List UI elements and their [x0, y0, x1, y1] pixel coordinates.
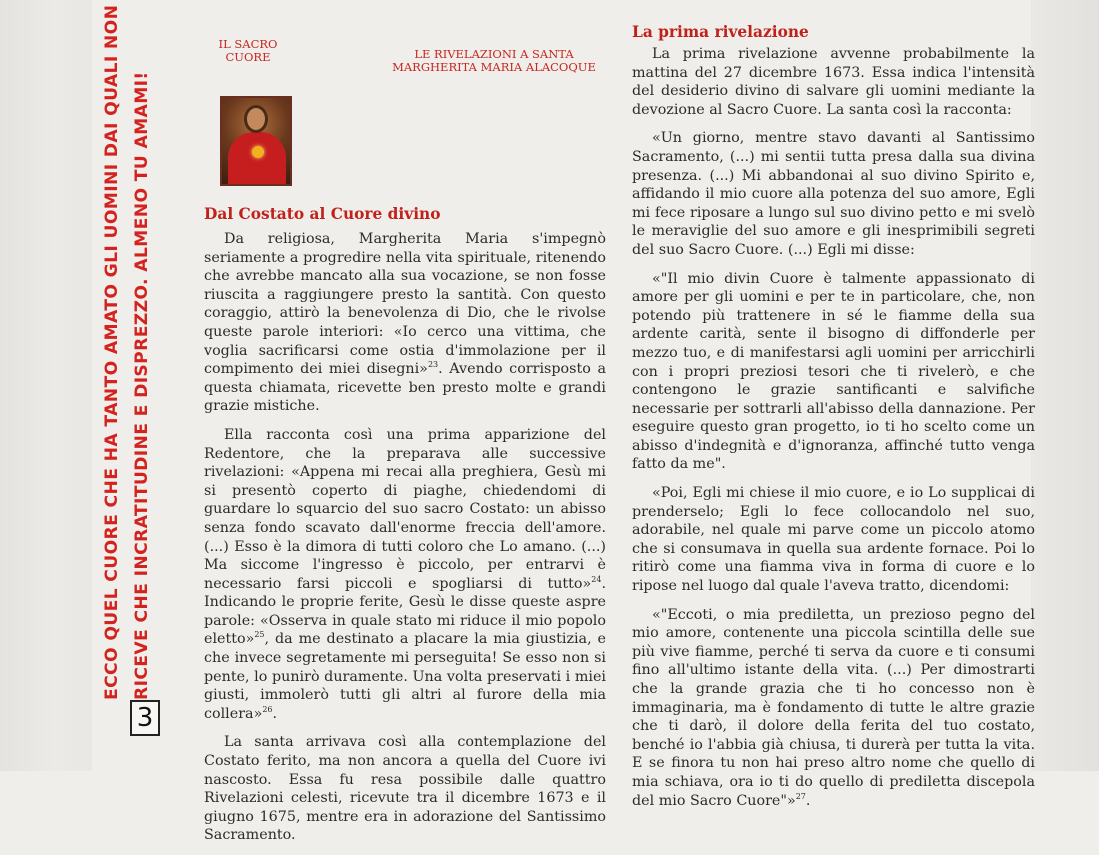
right-paragraph-3: «"Il mio divin Cuore è talmente appassionato di amore per gli uomini e per te in particolare, che, non potendo più trattenere in sé le fiamme della sua ardente carità, sente il bisogno di diffonderle per mezzo tuo, e di manifestarsi agli uomini per arricchirli con i propri preziosi tesori che ti rivelerò, e che contengono le grazie santificanti e salvifiche necessarie per sottrarli all'abisso della dannazione. Per eseguire questo gran progetto, io ti ho scelto come un abisso d'indegnità e d'ignoranza, affinché tutto venga fatto da me".	[632, 270, 1035, 473]
footnote-26: 26	[262, 705, 273, 715]
section-header-rivelazioni: LE RIVELAZIONI A SANTA MARGHERITA MARIA ALACOQUE	[392, 47, 596, 74]
right-paragraph-2: «Un giorno, mentre stavo davanti al Santissimo Sacramento, (...) mi sentii tutta presa dalla sua divina presenza. (...) Mi abbandonai al suo divino Spirito e, affidando il mio cuore alla potenza del suo amore, Egli mi fece riposare a lungo sul suo divino petto e mi svelò le meraviglie del suo amore e gli inesprimibili segreti del suo Sacro Cuore. (...) Egli mi disse:	[632, 130, 1035, 258]
left-paragraph-3: La santa arrivava così alla contemplazione del Costato ferito, ma non ancora a quella del Cuore ivi nascosto. Essa fu resa possibile dalle quattro Rivelazioni celesti, ricevute tra il dicembre 1673 e il giugno 1675, mentre era in adorazione del Santissimo Sacramento.	[204, 734, 606, 844]
footnote-25: 25	[254, 630, 265, 640]
left-paragraph-2	[204, 426, 606, 724]
left-bleed-area	[0, 0, 92, 771]
section-header-sacro-cuore: IL SACRO CUORE	[218, 37, 278, 64]
left-paragraph-1	[204, 230, 606, 416]
right-p5-text: «"Eccoti, o mia prediletta, un prezioso pegno del mio amore, contenente una piccola scintilla delle sue più vive fiamme, perché ti serva da cuore e ti consumi fino all'ultimo istante della vita. (...) Per dimostrarti che la grande grazia che ti ho concesso non è immaginaria, ma è fondamento di tutte le altre grazie che ti darò, il dolore della ferita del tuo costato, benché io l'abbia già chiusa, ti durerà per tutta la vita. E se finora tu non hai preso altro nome che quello di mia schiava, ora io ti do quello di prediletta discepola del mio Sacro Cuore"»	[632, 606, 1035, 809]
sacred-heart-image	[220, 96, 292, 186]
footnote-23: 23	[427, 360, 439, 370]
left-p1-end: . Avendo corrisposto a questa chiamata, ricevette ben presto molte e grandi grazie mistiche.	[204, 361, 606, 415]
banner-line-1: ECCO QUEL CUORE CHE HA TANTO AMATO GLI UOMINI DAI QUALI NON	[102, 4, 122, 700]
left-p2c-end: .	[272, 705, 278, 722]
left-p2b-text: . Indicando le proprie ferite, Gesù le disse queste aspre parole: «Osserva in quale stato mi riduce il mio popolo eletto»	[204, 575, 606, 648]
left-p2a-text: Ella racconta così una prima apparizione del Redentore, che la preparava alle successive rivelazioni: «Appena mi recai alla preghiera, Gesù mi si presentò coperto di piaghe, chiedendomi di guardare lo squarcio del suo sacro Costato: un abisso senza fondo scavato dall'enorme freccia dell'amore. (...) Esso è la dimora di tutti coloro che Lo amano. (...) Ma siccome l'ingresso è piccolo, per entrarvi è necessario farsi piccoli e spogliarsi di tutto»	[204, 426, 606, 592]
footnote-24: 24	[591, 574, 602, 584]
right-paragraph-5	[632, 606, 1035, 811]
right-column	[632, 45, 1035, 820]
left-p2c-text: , da me destinato a placare la mia giustizia, e che invece segretamente mi perseguita! Se esso non si pente, lo punirò duramente. Una volta preservati i miei giusti, immolerò tutti gli altri al furore della mia collera»	[204, 631, 606, 722]
right-p5-end: .	[805, 792, 811, 809]
right-column-heading: La prima rivelazione	[632, 23, 809, 41]
banner-line-2: RICEVE CHE INCRATITUDINE E DISPREZZO. ALMENO TU AMAMI!	[132, 71, 152, 700]
left-p1-text: Da religiosa, Margherita Maria s'impegnò seriamente a progredire nella vita spirituale, ritenendo che avrebbe mancato alla sua vocazione, se non fosse riuscita a raggiungere presto la santità. Con questo coraggio, attirò la benevolenza di Dio, che le rivolse queste parole interiori: «Io cerco una vittima, che voglia sacrificarsi come ostia d'immolazione per il compimento dei miei disegni»	[204, 231, 606, 378]
footnote-27: 27	[795, 791, 806, 801]
left-column-heading: Dal Costato al Cuore divino	[204, 205, 441, 223]
right-paragraph-4: «Poi, Egli mi chiese il mio cuore, e io Lo supplicai di prenderselo; Egli lo fece collocandolo nel suo, adorabile, nel quale mi parve come un piccolo atomo che si consumava in quella sua ardente fornace. Poi lo ritirò come una fiamma viva in forma di cuore e lo ripose nel luogo dal quale l'aveva tratto, dicendomi:	[632, 485, 1035, 595]
right-bleed-area	[1031, 0, 1099, 771]
left-column	[204, 230, 606, 855]
sacred-heart-icon	[252, 146, 264, 158]
vertical-banner	[102, 4, 164, 700]
right-paragraph-1: La prima rivelazione avvenne probabilmente la mattina del 27 dicembre 1673. Essa indica l'intensità del desiderio divino di salvare gli uomini mediante la devozione al Sacro Cuore. La santa così la racconta:	[632, 46, 1035, 118]
page-number: 3	[130, 700, 160, 736]
